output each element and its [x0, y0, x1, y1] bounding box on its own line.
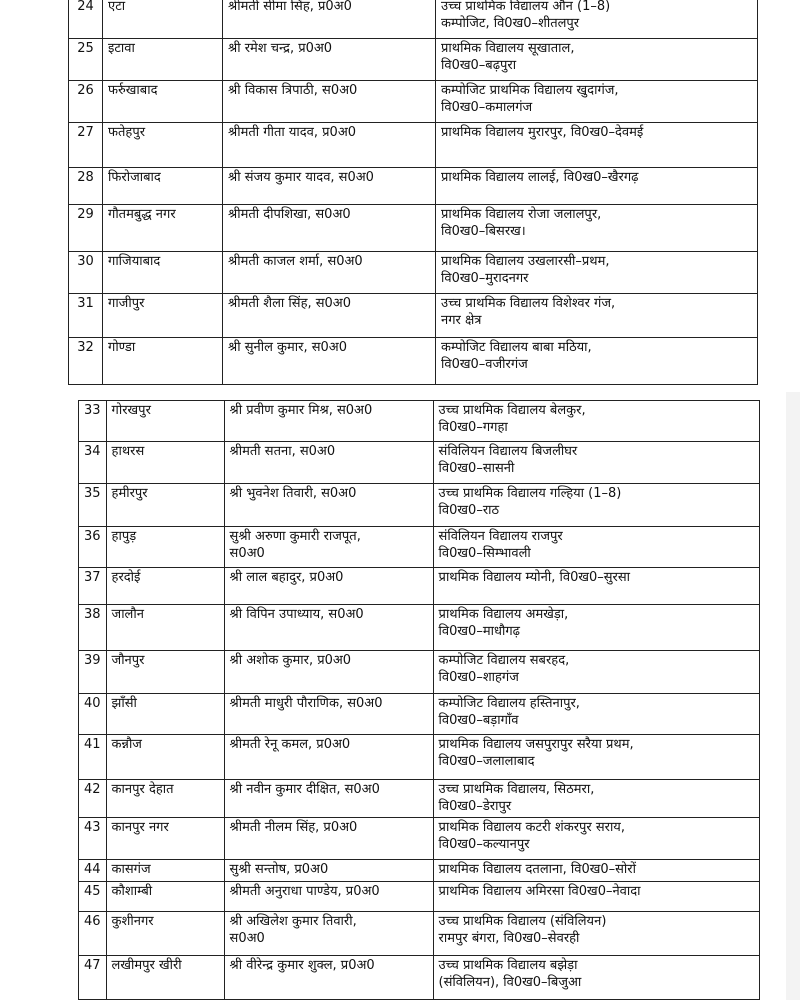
district-name: लखीमपुर खीरी: [111, 958, 182, 973]
teacher-name-cell: [224, 568, 433, 605]
teacher-list-table-top: [68, 0, 758, 385]
district-cell: [106, 735, 224, 780]
teacher-name-cell: [224, 882, 433, 912]
serial-number: 46: [84, 914, 101, 929]
teacher-name: श्री प्रवीण कुमार मिश्र, स0अ0: [229, 403, 373, 418]
district-cell: [106, 860, 224, 882]
teacher-name: श्री अशोक कुमार, प्र0अ0: [229, 653, 352, 668]
serial-number: 32: [77, 340, 94, 355]
school-cell: [436, 338, 758, 385]
teacher-name: सुश्री सन्तोष, प्र0अ0: [229, 862, 329, 877]
school-cell: [433, 651, 759, 694]
teacher-name-cell: [224, 442, 433, 484]
teacher-name: श्रीमती गीता यादव, प्र0अ0: [228, 125, 357, 140]
district-name: गोरखपुर: [111, 403, 151, 418]
school-line: उच्च प्राथमिक विद्यालय बझेड़ा: [438, 958, 578, 973]
school-line: उच्च प्राथमिक विद्यालय गल्हिया (1–8): [438, 486, 622, 501]
school-line: वि0ख0–मुरादनगर: [441, 271, 529, 286]
district-cell: [106, 956, 224, 1000]
school-cell: [433, 401, 759, 442]
table-row: [79, 568, 760, 605]
table-row: [79, 442, 760, 484]
table-row: [79, 605, 760, 651]
serial-number-cell: [79, 882, 107, 912]
school-line: वि0ख0–कल्यानपुर: [438, 837, 530, 852]
serial-number-cell: [69, 39, 103, 81]
table-row: [79, 860, 760, 882]
school-cell: [433, 694, 759, 735]
teacher-name-cell: [224, 912, 433, 956]
school-line: प्राथमिक विद्यालय मुरारपुर, वि0ख0–देवमई: [441, 125, 644, 140]
district-cell: [106, 651, 224, 694]
school-line: रामपुर बंगरा, वि0ख0–सेवरही: [438, 931, 580, 946]
serial-number-cell: [79, 651, 107, 694]
teacher-name: श्री वीरेन्द्र कुमार शुक्ल, प्र0अ0: [229, 958, 375, 973]
serial-number: 24: [77, 0, 94, 14]
teacher-name: श्रीमती रेनू कमल, प्र0अ0: [229, 737, 351, 752]
table-row: [69, 39, 758, 81]
school-line: प्राथमिक विद्यालय म्योनी, वि0ख0–सुरसा: [438, 570, 631, 585]
school-line: कम्पोजिट, वि0ख0–शीतलपुर: [441, 16, 580, 31]
school-cell: [436, 0, 758, 39]
table-row: [79, 882, 760, 912]
serial-number-cell: [79, 780, 107, 818]
school-line: वि0ख0–बढ़पुरा: [441, 58, 517, 73]
district-name: इटावा: [108, 41, 135, 56]
district-cell: [103, 0, 223, 39]
teacher-name-cell: [224, 735, 433, 780]
teacher-name-cell: [223, 0, 436, 39]
school-line: प्राथमिक विद्यालय लालई, वि0ख0–खैरगढ़: [441, 170, 639, 185]
school-cell: [433, 780, 759, 818]
school-line: वि0ख0–जलालाबाद: [438, 754, 535, 769]
teacher-name: श्रीमती नीलम सिंह, प्र0अ0: [229, 820, 358, 835]
school-line: (संविलियन), वि0ख0–बिजुआ: [438, 975, 582, 990]
school-line: प्राथमिक विद्यालय अमिरसा वि0ख0–नेवादा: [438, 884, 641, 899]
teacher-name-cell: [223, 338, 436, 385]
district-cell: [106, 780, 224, 818]
district-cell: [106, 568, 224, 605]
teacher-name-cell: [224, 818, 433, 860]
teacher-name-cell: [223, 123, 436, 168]
district-name: जालौन: [111, 607, 144, 622]
serial-number: 36: [84, 529, 101, 544]
district-name: कासगंज: [111, 862, 151, 877]
school-cell: [433, 912, 759, 956]
table-row: [79, 651, 760, 694]
serial-number-cell: [79, 568, 107, 605]
serial-number: 31: [77, 296, 94, 311]
district-name: कन्नौज: [111, 737, 142, 752]
serial-number-cell: [69, 0, 103, 39]
district-cell: [103, 168, 223, 205]
teacher-name: श्री संजय कुमार यादव, स0अ0: [228, 170, 374, 185]
serial-number-cell: [69, 294, 103, 338]
district-cell: [103, 338, 223, 385]
district-cell: [106, 401, 224, 442]
teacher-name: श्रीमती सतना, स0अ0: [229, 444, 336, 459]
district-cell: [103, 252, 223, 294]
serial-number: 37: [84, 570, 101, 585]
district-cell: [106, 527, 224, 568]
serial-number-cell: [69, 81, 103, 123]
table-row: [79, 912, 760, 956]
district-name: कानपुर नगर: [111, 820, 169, 835]
district-name: कौशाम्बी: [111, 884, 153, 899]
serial-number-cell: [69, 123, 103, 168]
district-name: हरदोई: [111, 570, 141, 585]
school-cell: [436, 39, 758, 81]
serial-number-cell: [79, 694, 107, 735]
school-cell: [436, 205, 758, 252]
teacher-name: श्री लाल बहादुर, प्र0अ0: [229, 570, 344, 585]
district-cell: [106, 912, 224, 956]
teacher-designation: स0अ0: [229, 546, 265, 561]
district-name: हमीरपुर: [111, 486, 148, 501]
teacher-name-cell: [224, 956, 433, 1000]
district-cell: [106, 882, 224, 912]
district-cell: [106, 484, 224, 527]
serial-number-cell: [69, 205, 103, 252]
serial-number-cell: [69, 168, 103, 205]
teacher-name: श्री नवीन कुमार दीक्षित, स0अ0: [229, 782, 380, 797]
school-line: वि0ख0–बड़ागाँव: [438, 713, 519, 728]
district-cell: [106, 442, 224, 484]
serial-number: 30: [77, 254, 94, 269]
school-line: कम्पोजिट प्राथमिक विद्यालय खुदागंज,: [441, 83, 619, 98]
teacher-name-cell: [224, 401, 433, 442]
teacher-designation: स0अ0: [229, 931, 265, 946]
table-row: [79, 527, 760, 568]
school-line: वि0ख0–माधौगढ़: [438, 624, 520, 639]
district-name: गोण्डा: [108, 340, 136, 355]
district-cell: [103, 205, 223, 252]
school-line: उच्च प्राथमिक विद्यालय विशेश्वर गंज,: [441, 296, 616, 311]
school-line: वि0ख0–शाहगंज: [438, 670, 519, 685]
school-line: प्राथमिक विद्यालय दतलाना, वि0ख0–सोरों: [438, 862, 636, 877]
table-row: [69, 0, 758, 39]
school-cell: [433, 527, 759, 568]
serial-number-cell: [69, 338, 103, 385]
district-name: कानपुर देहात: [111, 782, 174, 797]
district-name: एटा: [108, 0, 126, 14]
teacher-name: श्रीमती दीपशिखा, स0अ0: [228, 207, 351, 222]
serial-number-cell: [79, 527, 107, 568]
school-line: वि0ख0–सिम्भावली: [438, 546, 531, 561]
table-row: [79, 484, 760, 527]
teacher-name-cell: [223, 294, 436, 338]
serial-number: 25: [77, 41, 94, 56]
serial-number-cell: [79, 735, 107, 780]
district-name: गौतमबुद्ध नगर: [108, 207, 176, 222]
table-row: [79, 956, 760, 1000]
school-line: वि0ख0–सासनी: [438, 461, 515, 476]
serial-number-cell: [79, 484, 107, 527]
school-line: नगर क्षेत्र: [441, 313, 482, 328]
school-line: उच्च प्राथमिक विद्यालय औंन (1–8): [441, 0, 611, 14]
teacher-name: श्री रमेश चन्द्र, प्र0अ0: [228, 41, 333, 56]
district-cell: [103, 123, 223, 168]
school-line: उच्च प्राथमिक विद्यालय बेलकुर,: [438, 403, 586, 418]
serial-number: 40: [84, 696, 101, 711]
teacher-name: श्रीमती काजल शर्मा, स0अ0: [228, 254, 363, 269]
serial-number-cell: [79, 818, 107, 860]
table-row: [69, 123, 758, 168]
serial-number: 44: [84, 862, 101, 877]
district-name: झाँसी: [111, 696, 137, 711]
table-row: [79, 735, 760, 780]
teacher-name-cell: [224, 780, 433, 818]
serial-number-cell: [79, 401, 107, 442]
school-line: संविलियन विद्यालय राजपुर: [438, 529, 563, 544]
teacher-name-cell: [224, 527, 433, 568]
school-cell: [433, 442, 759, 484]
district-cell: [106, 694, 224, 735]
serial-number-cell: [79, 912, 107, 956]
teacher-name: श्री विकास त्रिपाठी, स0अ0: [228, 83, 358, 98]
serial-number: 45: [84, 884, 101, 899]
district-name: गाजियाबाद: [108, 254, 161, 269]
school-line: कम्पोजिट विद्यालय बाबा मठिया,: [441, 340, 592, 355]
table-row: [69, 81, 758, 123]
serial-number: 35: [84, 486, 101, 501]
school-line: प्राथमिक विद्यालय उखलारसी–प्रथम,: [441, 254, 610, 269]
serial-number: 26: [77, 83, 94, 98]
serial-number-cell: [79, 442, 107, 484]
school-cell: [433, 568, 759, 605]
school-line: प्राथमिक विद्यालय सूखाताल,: [441, 41, 575, 56]
school-line: उच्च प्राथमिक विद्यालय (संविलियन): [438, 914, 607, 929]
table-row: [69, 168, 758, 205]
school-cell: [436, 294, 758, 338]
school-line: उच्च प्राथमिक विद्यालय, सिठमरा,: [438, 782, 595, 797]
district-name: फतेहपुर: [108, 125, 146, 140]
school-cell: [433, 882, 759, 912]
teacher-name: श्री अखिलेश कुमार तिवारी,: [229, 914, 357, 929]
teacher-name: श्रीमती अनुराधा पाण्डेय, प्र0अ0: [229, 884, 380, 899]
serial-number: 39: [84, 653, 101, 668]
school-cell: [433, 605, 759, 651]
district-name: हापुड़: [111, 529, 137, 544]
school-cell: [433, 818, 759, 860]
teacher-name-cell: [223, 252, 436, 294]
teacher-name-cell: [223, 205, 436, 252]
table-row: [69, 338, 758, 385]
serial-number-cell: [79, 605, 107, 651]
school-line: कम्पोजिट विद्यालय सबरहद,: [438, 653, 570, 668]
teacher-name: श्रीमती शैला सिंह, स0अ0: [228, 296, 351, 311]
teacher-list-table-bottom: [78, 400, 760, 1000]
school-line: प्राथमिक विद्यालय अमखेड़ा,: [438, 607, 569, 622]
teacher-name: श्रीमती माधुरी पौराणिक, स0अ0: [229, 696, 383, 711]
district-name: हाथरस: [111, 444, 145, 459]
teacher-name-cell: [224, 605, 433, 651]
teacher-name: श्री भुवनेश तिवारी, स0अ0: [229, 486, 357, 501]
teacher-name: श्रीमती सीमा सिंह, प्र0अ0: [228, 0, 352, 14]
school-line: कम्पोजिट विद्यालय हस्तिनापुर,: [438, 696, 580, 711]
district-name: कुशीनगर: [111, 914, 154, 929]
school-line: प्राथमिक विद्यालय जसपुरापुर सरैया प्रथम,: [438, 737, 634, 752]
school-line: प्राथमिक विद्यालय कटरी शंकरपुर सराय,: [438, 820, 625, 835]
serial-number: 41: [84, 737, 101, 752]
district-name: फर्रुखाबाद: [108, 83, 158, 98]
district-cell: [103, 81, 223, 123]
school-cell: [436, 252, 758, 294]
school-cell: [433, 860, 759, 882]
teacher-name-cell: [224, 484, 433, 527]
district-cell: [106, 818, 224, 860]
scan-gap: [786, 392, 800, 1000]
serial-number: 47: [84, 958, 101, 973]
teacher-name: श्री विपिन उपाध्याय, स0अ0: [229, 607, 364, 622]
table-row: [69, 294, 758, 338]
serial-number: 34: [84, 444, 101, 459]
teacher-name-cell: [224, 694, 433, 735]
serial-number: 38: [84, 607, 101, 622]
teacher-name-cell: [223, 81, 436, 123]
serial-number: 43: [84, 820, 101, 835]
table-row: [79, 780, 760, 818]
teacher-name: सुश्री अरुणा कुमारी राजपूत,: [229, 529, 361, 544]
table-row: [69, 252, 758, 294]
district-cell: [103, 39, 223, 81]
serial-number: 29: [77, 207, 94, 222]
school-cell: [433, 484, 759, 527]
school-cell: [436, 81, 758, 123]
school-cell: [433, 956, 759, 1000]
serial-number: 27: [77, 125, 94, 140]
school-line: वि0ख0–गगहा: [438, 420, 508, 435]
teacher-name-cell: [223, 39, 436, 81]
teacher-name-cell: [223, 168, 436, 205]
school-line: वि0ख0–कमालगंज: [441, 100, 533, 115]
table-row: [79, 401, 760, 442]
table-row: [79, 694, 760, 735]
school-line: प्राथमिक विद्यालय रोजा जलालपुर,: [441, 207, 602, 222]
school-line: वि0ख0–राठ: [438, 503, 500, 518]
district-name: जौनपुर: [111, 653, 145, 668]
serial-number: 42: [84, 782, 101, 797]
school-line: वि0ख0–डेरापुर: [438, 799, 512, 814]
table-row: [69, 205, 758, 252]
district-cell: [103, 294, 223, 338]
school-cell: [436, 123, 758, 168]
school-cell: [436, 168, 758, 205]
school-cell: [433, 735, 759, 780]
school-line: संविलियन विद्यालय बिजलीघर: [438, 444, 578, 459]
district-name: फिरोजाबाद: [108, 170, 161, 185]
district-name: गाजीपुर: [108, 296, 145, 311]
teacher-name-cell: [224, 651, 433, 694]
serial-number-cell: [79, 956, 107, 1000]
table-row: [79, 818, 760, 860]
teacher-name-cell: [224, 860, 433, 882]
school-line: वि0ख0–बिसरख।: [441, 224, 526, 239]
serial-number-cell: [69, 252, 103, 294]
serial-number-cell: [79, 860, 107, 882]
school-line: वि0ख0–वजीरगंज: [441, 357, 528, 372]
teacher-name: श्री सुनील कुमार, स0अ0: [228, 340, 347, 355]
district-cell: [106, 605, 224, 651]
serial-number: 33: [84, 403, 101, 418]
serial-number: 28: [77, 170, 94, 185]
